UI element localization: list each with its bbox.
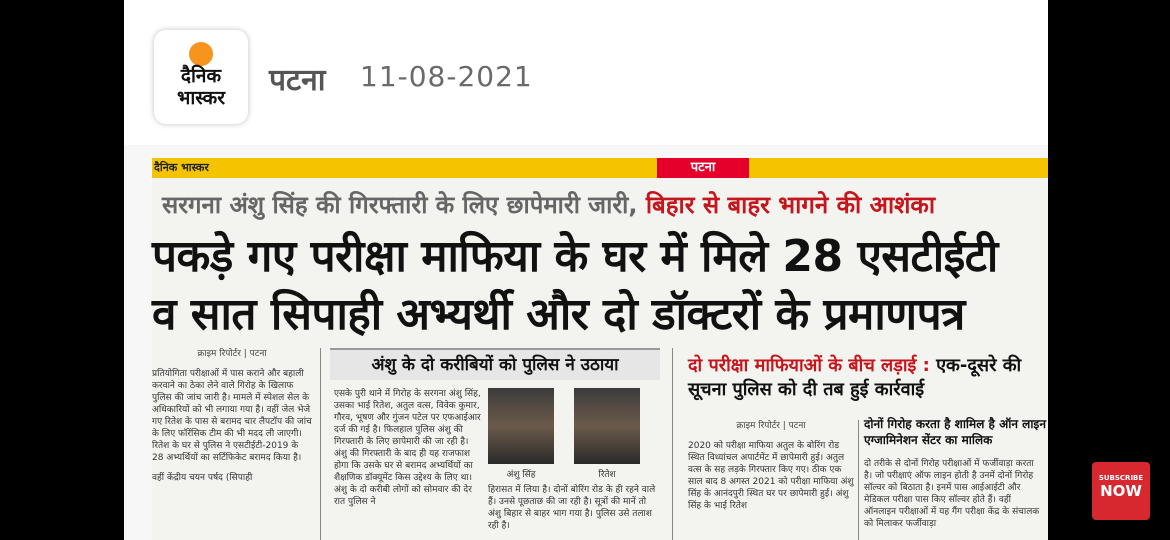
kicker-main: सरगना अंशु सिंह की गिरफ्तारी के लिए छापेमारी जारी, [162,191,638,219]
edition-bar [152,158,1048,178]
city-tag: पटना [657,158,749,178]
newspaper-page [124,0,1048,540]
post-header [124,0,1048,145]
right-subheadline: दोनों गिरोह करता है शामिल है ऑन लाइन एग्जामिनेशन सेंटर का मालिक [864,417,1046,447]
dainik-bhaskar-logo[interactable] [154,30,248,124]
headline-line2: व सात सिपाही अभ्यर्थी और दो डॉक्टरों के प्रमाणपत्र [152,289,965,340]
date-label: 11-08-2021 [360,60,533,93]
column-divider [672,348,673,540]
box-story-title: अंशु के दो करीबियों को पुलिस ने उठाया [330,348,660,380]
column-3-text: 2020 को परीक्षा माफिया अतुल के बोरिंग रोड स्थित विध्यांचल अपार्टमेंट में छापेमारी हुई। अतुल वत्स के सह लड़के गिरफ्तार किए गए। ठीक एक साल बाद 8 अगस्त 2021 को परीक्षा माफिया अंशु सिंह के आनंदपुरी स्थित घर पर छापेमारी हुई। अंशु सिंह के भाई रितेश [688,441,854,511]
kicker-red: बिहार से बाहर भागने की आशंका [637,191,936,219]
side-headline [688,354,1048,402]
article-column-3 [688,420,854,540]
article-column-1 [152,348,312,540]
box-story-text: एसके पुरी थाने में गिरोह के सरगना अंशु सिंह, उसका भाई रितेश, अतुल वत्स, विवेक कुमार, गौरव, भूषण और गुंजन पटेल पर एफआईआर दर्ज की गई है। फिलहाल पुलिस अंशु की गिरफ्तारी के लिए छापेमारी की जा रही है। अंशु की गिरफ्तारी के बाद ही यह राजफाश होगा कि उसके घर से बरामद अभ्यर्थियों का शैक्षणिक डॉक्यूमेंट किस उद्देश्य के लिए था। अंशु के दो करीबी लोगों को सोमवार की देर रात पुलिस ने [334,389,481,507]
box-story-bottom-text: हिरासत में लिया है। दोनों बोरिंग रोड के ही रहने वाले हैं। उनसे पूछताछ की जा रही है। सूत्रों की मानें तो अंशु बिहार से बाहर भाग गया है। पुलिस उसे तलाश रही है। [488,485,656,531]
side-headline-black: एक-दूसरे की सूचना पुलिस को दी तब हुई कार्रवाई [688,355,1022,400]
subscribe-label: SUBSCRIBE [1098,474,1144,482]
sun-icon [189,42,213,66]
side-headline-red: दो परीक्षा माफियाओं के बीच लड़ाई : [688,355,930,376]
column-1-text: प्रतियोगिता परीक्षाओं में पास कराने और बहाली करवाने का ठेका लेने वाले गिरोह के खिलाफ पुलिस की जांच जारी है। मामले में स्पेशल सेल के अधिकारियों को भी लगाया गया है। वहीं जेल भेजे गए रितेश के पास से बरामद चार लैपटॉप की जांच के लिए फॉरेंसिक टीम की भी मदद ली जाएगी। रितेश के घर से पुलिस ने एसटीईटी-2019 के 28 अभ्यर्थियों का सर्टिफिकेट बरामद किया है। [152,369,312,463]
column-divider [320,348,321,540]
edition-brand: दैनिक भास्कर [154,161,209,174]
logo-text-line1: दैनिक [180,65,222,87]
now-label: NOW [1100,482,1142,500]
newspaper-clipping [152,158,1048,540]
headline-line1: पकड़े गए परीक्षा माफिया के घर में मिले 28 एसटीईटी [152,231,998,282]
photo-ritesh [574,388,640,464]
kicker-line [162,188,935,221]
byline-mid: क्राइम रिपोर्टर | पटना [736,421,806,431]
logo-text-line2: भास्कर [176,87,226,109]
photo-caption-ritesh: रितेश [598,470,616,480]
subscribe-now-button[interactable] [1092,462,1150,520]
main-headline [152,228,1048,344]
photo-caption-anshu: अंशु सिंह [506,470,536,480]
city-label: पटना [269,63,326,98]
byline-left: क्राइम रिपोर्टर | पटना [197,349,267,359]
column-1-text-2: वहीं केंद्रीय चयन पर्षद (सिपाही [152,473,253,483]
article-column-4: दो तरीके से दोनों गिरोह परीक्षाओं में फर्जीवाड़ा करता है। जो परीक्षाएं ऑफ लाइन होती है उनमें दोनों गिरोह सॉल्वर को बिठाता है। इनमें पास आईआईटी और मेडिकल परीक्षा पास किए सॉल्वर होते हैं। वहीं ऑनलाइन परीक्षाओं में यह गैंग परीक्षा केंद्र के संचालक को मिलाकर फर्जीवाड़ा [864,459,1040,529]
photo-anshu-singh [488,388,554,464]
column-divider [858,420,859,540]
